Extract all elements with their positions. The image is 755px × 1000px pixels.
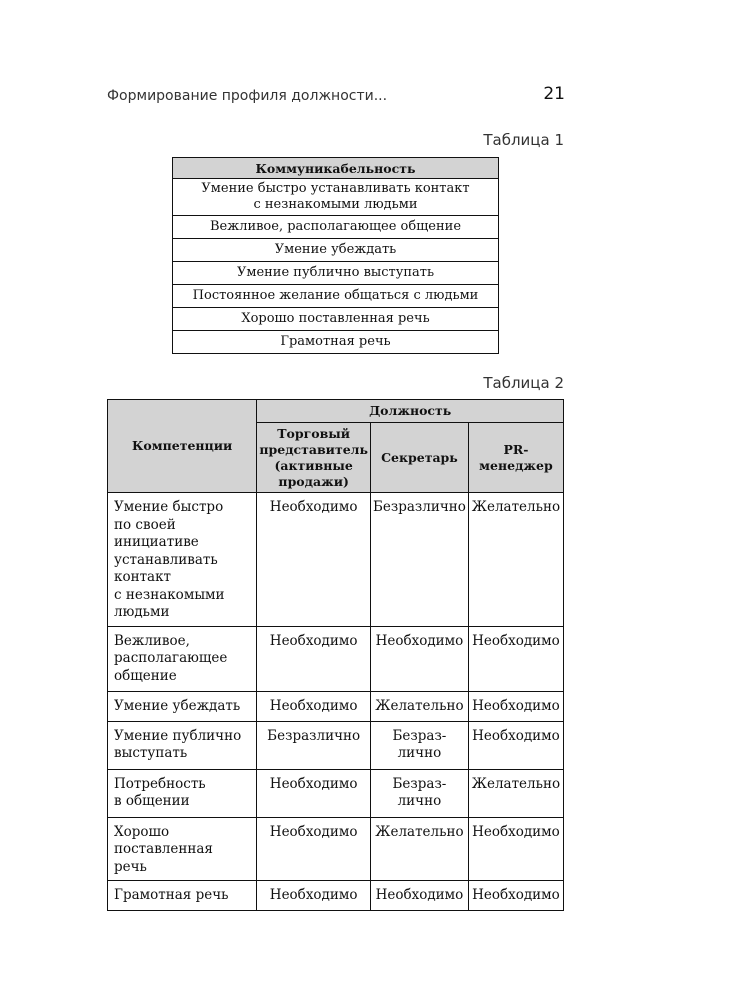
table-row — [173, 331, 499, 354]
competency-table — [107, 399, 564, 911]
cell-line: Необходимо — [472, 727, 560, 744]
cell-line: Необходимо — [269, 887, 358, 903]
position-header: Должность — [257, 400, 564, 423]
header-line: Торговый — [277, 425, 351, 441]
table-row — [108, 769, 564, 817]
cell-line: Необходимо — [269, 499, 358, 515]
table-row — [108, 817, 564, 881]
table-row — [108, 691, 564, 721]
column-header-sales-rep — [257, 423, 371, 493]
value-cell — [370, 626, 468, 691]
competency-cell — [108, 881, 257, 911]
cell-line: лично — [397, 745, 442, 761]
value-cell — [468, 691, 563, 721]
table-row — [173, 285, 499, 308]
table-row — [173, 262, 499, 285]
competency-cell — [108, 721, 257, 769]
column-header-secretary — [370, 423, 468, 493]
value-cell — [468, 721, 563, 769]
column-header-pr-manager — [468, 423, 563, 493]
value-cell — [257, 769, 371, 817]
cell-line: Желательно — [471, 499, 561, 515]
cell-line: Безразлично — [267, 727, 361, 744]
value-cell — [468, 881, 563, 911]
running-title: Формирование профиля должности... — [107, 88, 388, 104]
table-row — [108, 626, 564, 691]
table1-caption: Таблица 1 — [483, 131, 564, 149]
value-cell — [370, 769, 468, 817]
competency-cell — [108, 769, 257, 817]
header-line: продажи) — [278, 473, 349, 489]
value-cell — [370, 817, 468, 881]
cell-line: Потребность — [114, 775, 206, 792]
row-line: Постоянное желание общаться с людьми — [192, 288, 479, 303]
cell-line: выступать — [114, 745, 188, 761]
header-line: (активные — [274, 457, 353, 473]
cell-line: Необходимо — [375, 632, 464, 649]
table2-caption: Таблица 2 — [483, 374, 564, 392]
cell-line: Хорошо поставленная — [114, 823, 213, 857]
cell-line: располагающее — [114, 650, 228, 666]
cell-line: Желательно — [375, 823, 464, 840]
cell-line: устанавливать контакт — [114, 551, 218, 585]
cell-line: речь — [114, 858, 147, 875]
cell-line: Безразлично — [372, 499, 466, 515]
cell-line: Умение быстро — [114, 499, 224, 515]
communication-table — [172, 157, 499, 354]
competency-cell — [108, 691, 257, 721]
header-line: Секретарь — [381, 449, 458, 465]
competency-cell — [108, 817, 257, 881]
value-cell — [257, 817, 371, 881]
table-row — [173, 308, 499, 331]
value-cell — [257, 691, 371, 721]
value-cell — [468, 493, 563, 627]
row-line: Умение быстро устанавливать контакт — [201, 181, 470, 196]
cell-line: Необходимо — [375, 887, 464, 903]
cell-line: Умение убеждать — [114, 697, 241, 714]
table-row — [108, 493, 564, 627]
competency-cell — [108, 626, 257, 691]
row-line: Умение убеждать — [274, 242, 397, 257]
table-row — [108, 721, 564, 769]
cell-line: лично — [397, 793, 442, 809]
value-cell — [257, 626, 371, 691]
cell-line: Умение публично — [114, 727, 242, 744]
row-line: с незнакомыми людьми — [253, 197, 418, 212]
competency-cell — [108, 493, 257, 627]
value-cell — [370, 881, 468, 911]
table-row — [173, 216, 499, 239]
cell-line: Желательно — [471, 775, 561, 792]
cell-line: общение — [114, 667, 177, 684]
row-line: Грамотная речь — [280, 334, 391, 349]
value-cell — [468, 769, 563, 817]
cell-line: в общении — [114, 793, 190, 809]
cell-line: Желательно — [375, 697, 464, 714]
value-cell — [370, 721, 468, 769]
cell-line: Безраз- — [392, 775, 447, 792]
cell-line: Вежливое, — [114, 632, 190, 649]
row-line: Умение публично выступать — [236, 265, 435, 280]
competencies-header: Компетенции — [108, 400, 257, 493]
header-line: PR-менеджер — [479, 441, 553, 473]
header-line: представитель — [259, 441, 368, 457]
cell-line: Необходимо — [269, 697, 358, 714]
value-cell — [257, 721, 371, 769]
cell-line: Необходимо — [269, 775, 358, 792]
cell-line: Необходимо — [472, 697, 560, 714]
value-cell — [370, 493, 468, 627]
cell-line: Грамотная речь — [114, 887, 229, 903]
value-cell — [370, 691, 468, 721]
value-cell — [257, 493, 371, 627]
cell-line: Необходимо — [472, 887, 560, 903]
table-row — [108, 881, 564, 911]
cell-line: по своей инициативе — [114, 516, 199, 550]
value-cell — [468, 626, 563, 691]
cell-line: Безраз- — [392, 727, 447, 744]
row-line: Хорошо поставленная речь — [241, 311, 430, 326]
cell-line: Необходимо — [269, 823, 358, 840]
cell-line: Необходимо — [472, 632, 560, 649]
cell-line: с незнакомыми людьми — [114, 586, 225, 620]
table-row — [173, 179, 499, 216]
cell-line: Необходимо — [472, 823, 560, 840]
row-line: Вежливое, располагающее общение — [209, 219, 462, 234]
table-row — [173, 239, 499, 262]
value-cell — [257, 881, 371, 911]
value-cell — [468, 817, 563, 881]
page-number: 21 — [543, 84, 565, 104]
cell-line: Необходимо — [269, 632, 358, 649]
table1-header: Коммуникабельность — [173, 158, 499, 179]
